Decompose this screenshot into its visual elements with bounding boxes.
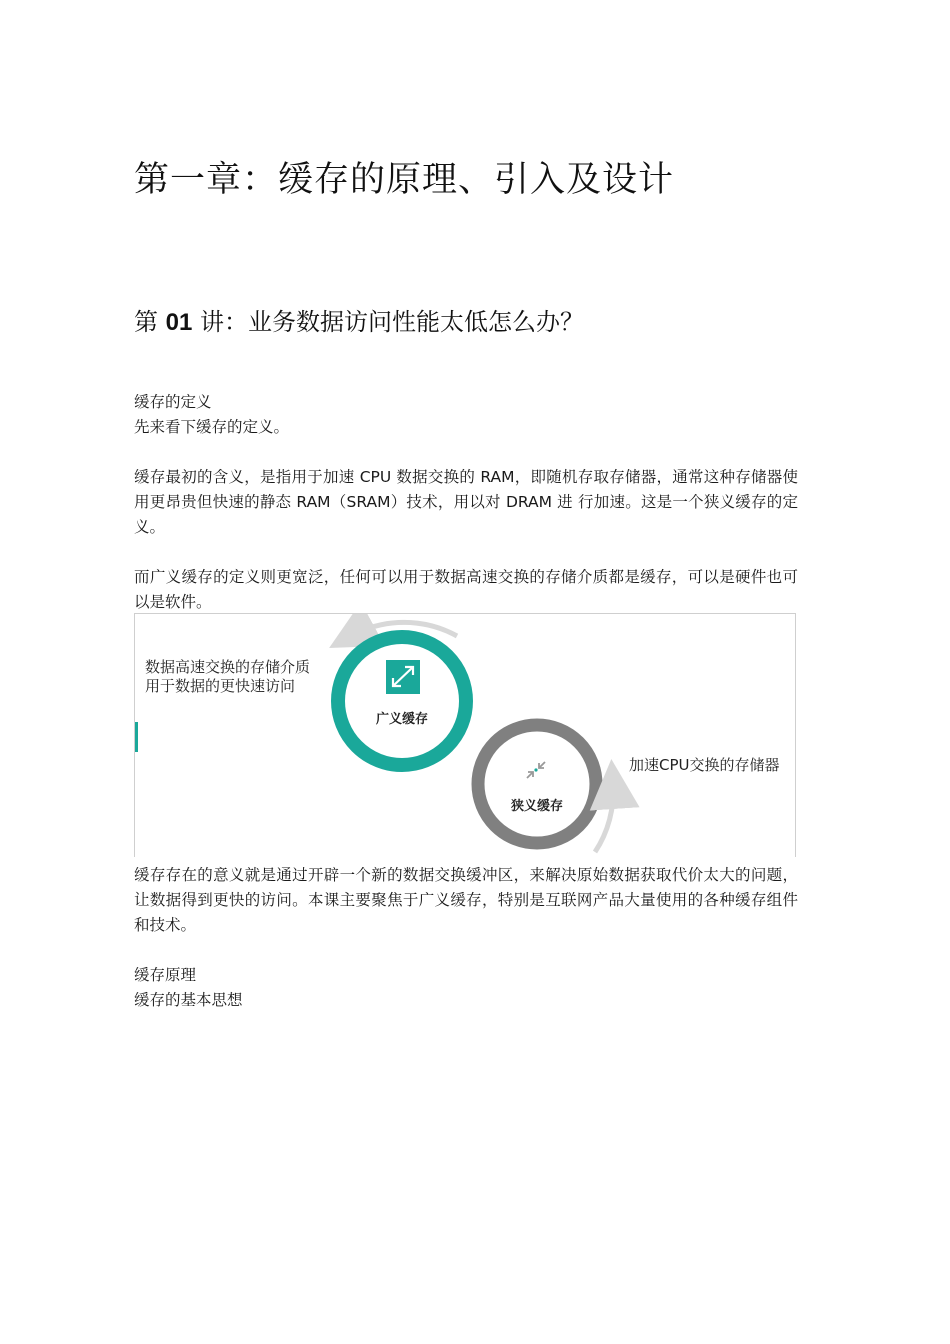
lecture-number: 01 <box>165 309 193 336</box>
paragraph-broad-cache: 而广义缓存的定义则更宽泛，任何可以用于数据高速交换的存储介质都是缓存，可以是硬件也可以是软件。 <box>134 568 798 611</box>
figure-left-label-2: 用于数据的更快速访问 <box>145 677 296 695</box>
expand-arrows-icon <box>386 660 420 694</box>
definition-heading: 缓存的定义 <box>134 393 212 411</box>
lecture-prefix: 第 <box>134 308 158 336</box>
lecture-title <box>134 302 584 337</box>
principle-subheading: 缓存的基本思想 <box>134 991 243 1009</box>
broad-cache-ring <box>338 637 466 765</box>
paragraph-cache-meaning: 缓存存在的意义就是通过开辟一个新的数据交换缓冲区，来解决原始数据获取代价太大的问题，让数据得到更快的访问。本课主要聚焦于广义缓存，特别是互联网产品大量使用的各种缓存组件和技术。 <box>134 866 798 934</box>
cache-diagram <box>134 613 796 857</box>
broad-cache-label: 广义缓存 <box>375 712 429 727</box>
chapter-title: 第一章：缓存的原理、引入及设计 <box>134 160 675 200</box>
figure-right-label: 加速CPU交换的存储器 <box>629 756 780 774</box>
left-edge-mark <box>135 722 138 752</box>
figure-left-label-1: 数据高速交换的存储介质 <box>145 658 311 676</box>
paragraph-narrow-cache: 缓存最初的含义，是指用于加速 CPU 数据交换的 RAM，即随机存取存储器，通常这种存储器使用更昂贵但快速的静态 RAM（SRAM）技术，用以对 DRAM 进 行加速。这是一个狭义缓存的定义。 <box>134 468 798 536</box>
narrow-cache-ring <box>478 725 596 843</box>
principle-heading: 缓存原理 <box>134 966 197 984</box>
compress-arrows-icon <box>527 762 545 778</box>
lecture-suffix: 讲：业务数据访问性能太低怎么办？ <box>199 308 584 336</box>
definition-intro: 先来看下缓存的定义。 <box>134 418 290 436</box>
narrow-cache-label: 狭义缓存 <box>510 799 564 814</box>
